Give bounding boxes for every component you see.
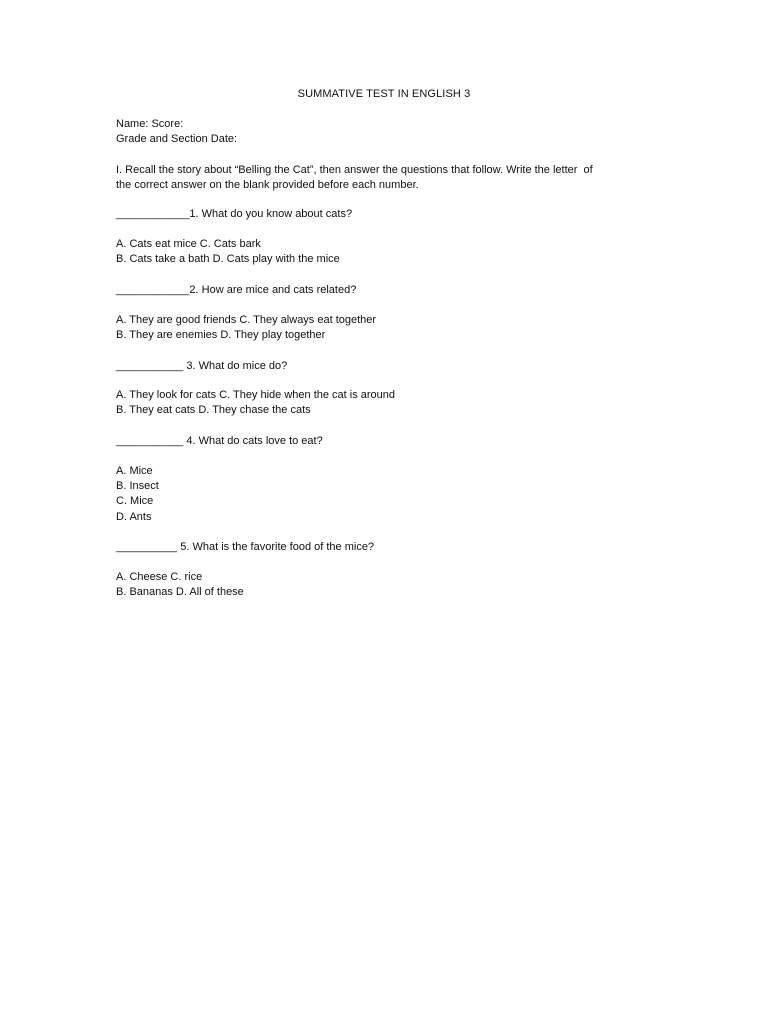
question-3-prompt: ___________ 3. What do mice do? bbox=[116, 360, 288, 372]
question-5-prompt: __________ 5. What is the favorite food of the mice? bbox=[116, 541, 375, 553]
question-1-choices-row-1: A. Cats eat mice C. Cats bark bbox=[116, 238, 261, 250]
name-score-line: Name: Score: bbox=[116, 118, 184, 130]
question-3-choices-row-1: A. They look for cats C. They hide when the cat is around bbox=[116, 389, 396, 401]
instructions-line-2: the correct answer on the blank provided before each number. bbox=[116, 179, 419, 191]
question-1-choices-row-2: B. Cats take a bath D. Cats play with the mice bbox=[116, 253, 340, 265]
question-4-prompt: ___________ 4. What do cats love to eat? bbox=[116, 435, 323, 447]
page-title: SUMMATIVE TEST IN ENGLISH 3 bbox=[297, 88, 471, 100]
question-5-choices-row-2: B. Bananas D. All of these bbox=[116, 586, 244, 598]
question-3-choices-row-2: B. They eat cats D. They chase the cats bbox=[116, 404, 311, 416]
question-4-choice-a: A. Mice bbox=[116, 465, 153, 477]
question-4-choice-c: C. Mice bbox=[116, 495, 154, 507]
question-2-choices-row-1: A. They are good friends C. They always eat together bbox=[116, 314, 377, 326]
question-4-choice-b: B. Insect bbox=[116, 480, 159, 492]
question-5-choices-row-1: A. Cheese C. rice bbox=[116, 571, 203, 583]
question-2-prompt: ____________2. How are mice and cats related? bbox=[116, 284, 357, 296]
question-4-choice-d: D. Ants bbox=[116, 511, 152, 523]
instructions-line-1: I. Recall the story about “Belling the Cat”, then answer the questions that follow. Write the letter of bbox=[116, 164, 593, 176]
grade-section-date-line: Grade and Section Date: bbox=[116, 133, 238, 145]
question-2-choices-row-2: B. They are enemies D. They play together bbox=[116, 329, 326, 341]
question-1-prompt: ____________1. What do you know about cats? bbox=[116, 208, 353, 220]
